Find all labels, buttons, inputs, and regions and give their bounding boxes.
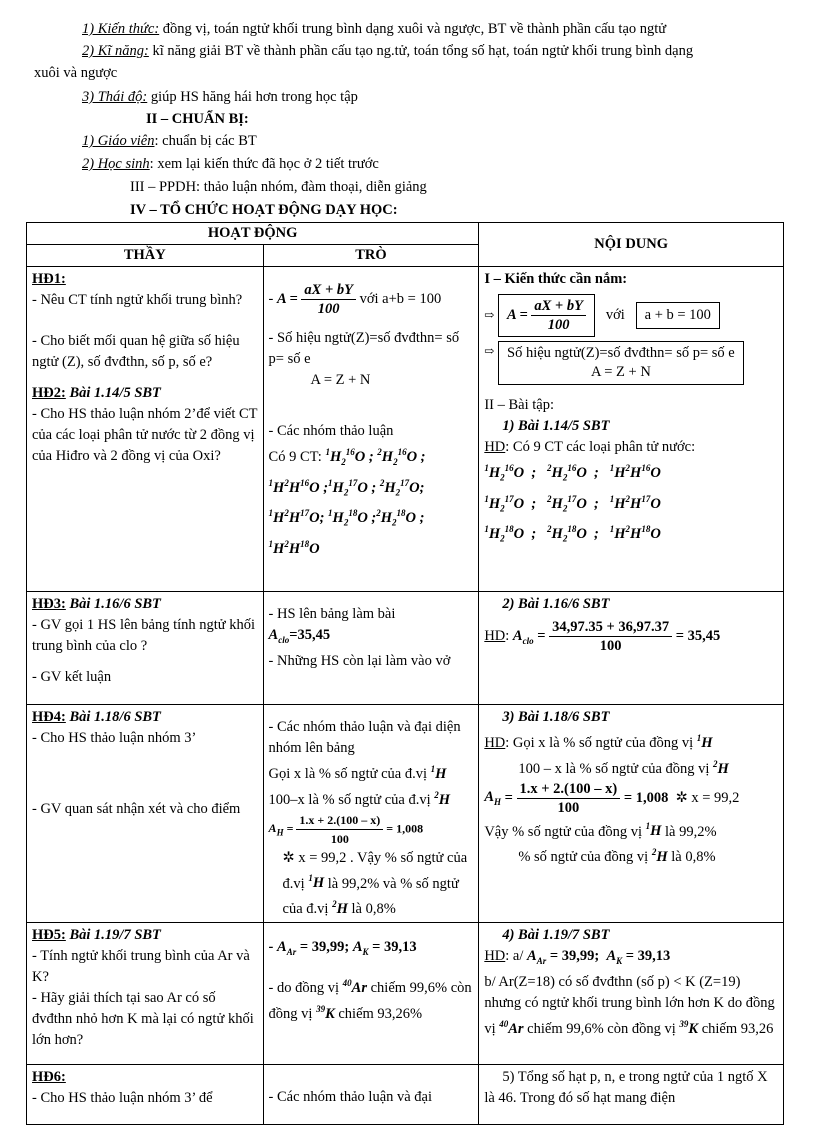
nd-ex2-hd: HD bbox=[484, 627, 506, 644]
hd4-title-line bbox=[32, 707, 258, 728]
nd-ex3-line4: % số ngtử của đồng vị $^2$H là 0,8% bbox=[518, 847, 716, 866]
nd-relation-box bbox=[498, 341, 744, 385]
hd5-student-2a: - do đồng vị bbox=[268, 980, 340, 997]
knowledge-label: 1) Kiến thức: bbox=[82, 21, 160, 37]
hd4-exercise: Bài 1.18/6 SBT bbox=[69, 709, 161, 725]
hd4-student-formula: $A_H$ = $\frac{1.x + 2.(100 - x)}{100}$ = 1,008 bbox=[268, 812, 424, 846]
nd-ex3-title: 3) Bài 1.18/6 SBT bbox=[502, 709, 610, 725]
hd3-teacher-2: - GV kết luận bbox=[32, 669, 112, 685]
hd5-title: HĐ5: bbox=[32, 927, 66, 944]
nd-ex4-b3: chiếm 93,26 bbox=[701, 1021, 774, 1038]
hd5-student-2: - do đồng vị $^{40}$Ar chiếm 99,6% còn đồng vị $^{39}$K chiếm 93,26% bbox=[268, 978, 472, 1022]
hd4-content-cell bbox=[479, 705, 784, 923]
nd-ex1-title: 1) Bài 1.14/5 SBT bbox=[502, 418, 610, 434]
hd5-student-cell bbox=[263, 923, 479, 1065]
hd2-title: HĐ2: bbox=[32, 385, 66, 401]
objective-skill-cont bbox=[34, 64, 117, 82]
hd2-student-molecules-3: $^1H^2H^{17}O$; $^1H_2^{18}O$ $;^2H_2^{18}O$ ; bbox=[268, 508, 425, 529]
nd-ex3-line3: Vậy % số ngtử của đồng vị $^1$H là 99,2% bbox=[484, 821, 717, 840]
nd-ex4-hd: HD bbox=[484, 948, 506, 965]
nd-ex3-text4b: là 0,8% bbox=[671, 849, 716, 866]
nd-ex2-denominator: 100 bbox=[599, 638, 622, 654]
hd4-student-5: là 99,2% và % số ngtử của đ.vị bbox=[282, 875, 459, 918]
prep-student bbox=[82, 155, 379, 173]
nd-formula-numerator: aX + bY bbox=[531, 297, 586, 316]
nd-ex4-a-label: : a/ bbox=[505, 948, 524, 965]
hd3-student-2: - Những HS còn lại làm vào vở bbox=[268, 652, 451, 669]
nd-ex3-formula: $A_H$ = $\frac{1.x + 2.(100 - x)}{100}$ = 1,008 ✲ x = 99,2 bbox=[484, 780, 740, 816]
hd5-ar-value: = 39,99 bbox=[299, 939, 345, 956]
nd-ex4-k: = 39,13 bbox=[625, 948, 671, 965]
hd3-content-cell bbox=[479, 592, 784, 705]
nd-ex4-b2: chiếm 99,6% còn đồng vị bbox=[527, 1021, 676, 1038]
hd4-student-2-line: Gọi x là % số ngtử của đ.vị $^1$H bbox=[268, 764, 447, 782]
hd5-teacher-1: - Tính ngtử khối trung bình của Ar và K? bbox=[32, 948, 250, 986]
formula-denominator: 100 bbox=[317, 301, 340, 317]
hd2-title-line bbox=[32, 383, 258, 404]
nd-ex1-text: : Có 9 CT các loại phân tử nước: bbox=[505, 439, 696, 455]
hd3-student-cell bbox=[263, 592, 479, 705]
table-row bbox=[27, 592, 784, 705]
nd-ex1-mol-3: $^1H_2^{18}O$ ; $^2H_2^{18}O$ ; $^1H^2H^{18}O$ bbox=[484, 524, 661, 545]
hd1-student-relation: - Số hiệu ngtử(Z)=số đvđthn= số p= số e bbox=[268, 330, 460, 367]
hd4-tro-denominator: 100 bbox=[330, 831, 349, 846]
attitude-label: 3) Thái độ: bbox=[82, 89, 148, 105]
hd3-exercise: Bài 1.16/6 SBT bbox=[69, 596, 161, 612]
table-row bbox=[27, 1065, 784, 1125]
nd-ex1-hint bbox=[484, 437, 778, 458]
nd-ex3-x: x = 99,2 bbox=[691, 789, 740, 806]
nd-formula-line bbox=[484, 294, 778, 337]
hd1-hd2-content-cell bbox=[479, 267, 784, 592]
hd2-student-molecules-2: $^1H^2H^{16}O$ $;^1H_2^{17}O$ ; $^2H_2^{17}O$; bbox=[268, 477, 425, 498]
hd4-student-cell bbox=[263, 705, 479, 923]
nd-relation-1: Số hiệu ngtử(Z)=số đvđthn= số p= số e bbox=[507, 345, 735, 361]
teacher-text: : chuẩn bị các BT bbox=[154, 133, 257, 149]
hd5-teacher-cell bbox=[27, 923, 264, 1065]
hd5-content-cell bbox=[479, 923, 784, 1065]
section-preparation: II – CHUẨN BỊ: bbox=[146, 111, 249, 127]
nd-ex1-mol-1: $^1H_2^{16}O$ ; $^2H_2^{16}O$ ; $^1H^2H^{16}O$ bbox=[484, 463, 661, 483]
hd4-tro-result: = 1,008 bbox=[386, 820, 424, 835]
hd5-title-line bbox=[32, 925, 258, 946]
nd-avg-symbol: A = bbox=[507, 307, 528, 323]
nd-relation-line bbox=[484, 341, 778, 385]
avg-symbol: A = bbox=[277, 291, 298, 307]
nd-ex4-a: HD: a/ $A_{Ar} = 39,99$; $A_K = 39,13$ bbox=[484, 948, 671, 967]
nd-ex3-result: = 1,008 bbox=[623, 789, 669, 806]
nd-ex2-numerator: 34,97.35 + 36,97.37 bbox=[549, 618, 672, 637]
nd-ex3-text3b: là 99,2% bbox=[665, 823, 717, 840]
hd1-student-relation-2: A = Z + N bbox=[310, 372, 371, 388]
table-row bbox=[27, 705, 784, 923]
hd4-title: HĐ4: bbox=[32, 709, 66, 725]
nd-ex2-formula: HD: $A_{clo}$ = $\frac{34,97.35 + 36,97.37}{100}$ = 35,45 bbox=[484, 619, 721, 654]
nd-ex1-hd: HD bbox=[484, 439, 506, 455]
hd2-student-1: - Các nhóm thảo luận bbox=[268, 423, 394, 439]
hd4-teacher-2: - GV quan sát nhận xét và cho điểm bbox=[32, 801, 241, 817]
hd3-value: =35,45 bbox=[289, 627, 331, 643]
formula-numerator: aX + bY bbox=[301, 281, 356, 300]
nd-condition-box: a + b = 100 bbox=[636, 302, 720, 329]
nd-ex2-result: = 35,45 bbox=[675, 627, 721, 644]
hd2-student-count: Có 9 CT: bbox=[268, 448, 322, 465]
hd2-exercise: Bài 1.14/5 SBT bbox=[69, 385, 161, 401]
hd6-teacher: - Cho HS thảo luận nhóm 3’ để bbox=[32, 1090, 213, 1107]
section-method: III – PPDH: thảo luận nhóm, đàm thoại, diễn giảng bbox=[130, 179, 427, 195]
nd-ex3-text2: 100 – x là % số ngtử của đồng vị bbox=[518, 760, 710, 777]
header-teacher: THẦY bbox=[27, 245, 264, 267]
nd-exercises-title: II – Bài tập: bbox=[484, 397, 554, 413]
hd4-student-6: là 0,8% bbox=[351, 901, 396, 918]
objective-attitude bbox=[82, 88, 358, 106]
skill-text-2: xuôi và ngược bbox=[34, 65, 118, 81]
nd-formula-denominator: 100 bbox=[547, 317, 570, 333]
nd-formula-box bbox=[498, 294, 595, 337]
hd4-student-4-line: ✲ x = 99,2 . Vậy % số ngtử của đ.vị $^1$H là 99,2% và % số ngtử của đ.vị $^2$H là 0,8% bbox=[282, 849, 468, 918]
arrow-icon: ⇨ bbox=[484, 307, 495, 322]
hd4-tro-numerator: 1.x + 2.(100 – x) bbox=[296, 811, 383, 830]
hd1-teacher-q1: - Nêu CT tính ngtử khối trung bình? bbox=[32, 292, 243, 308]
nd-relation-2: A = Z + N bbox=[590, 364, 651, 380]
hd6-student: - Các nhóm thảo luận và đại bbox=[268, 1089, 433, 1106]
nd-ex3-denominator: 100 bbox=[557, 799, 580, 816]
hd3-student-value: $A_{clo}=35,45$ bbox=[268, 627, 331, 645]
hd1-student-formula: - A = $\frac{aX + bY}{100}$ với a+b = 100 bbox=[268, 282, 442, 317]
hd5-teacher-2: - Hãy giải thích tại sao Ar có số đvđthn nhỏ hơn K mà lại có ngtử khối lớn hơn? bbox=[32, 990, 254, 1049]
nd-with: với bbox=[605, 306, 625, 323]
knowledge-text: đồng vị, toán ngtử khối trung bình dạng xuôi và ngược, BT về thành phần cấu tạo ngtử bbox=[159, 21, 667, 37]
hd1-teacher-q2: - Cho biết mối quan hệ giữa số hiệu ngtử (Z), số đvđthn, số p, số e? bbox=[32, 333, 240, 370]
hd3-title: HĐ3: bbox=[32, 596, 66, 612]
hd6-title: HĐ6: bbox=[32, 1069, 66, 1086]
objective-knowledge bbox=[82, 20, 666, 38]
teacher-label: 1) Giáo viên bbox=[82, 133, 155, 149]
objective-skill bbox=[82, 42, 693, 60]
attitude-text: giúp HS hăng hái hơn trong học tập bbox=[147, 89, 358, 105]
hd4-teacher-1: - Cho HS thảo luận nhóm 3’ bbox=[32, 730, 197, 746]
table-row bbox=[27, 267, 784, 592]
hd4-student-3-line: 100–x là % số ngtử của đ.vị $^2$H bbox=[268, 789, 451, 808]
section-organization: IV – TỔ CHỨC HOẠT ĐỘNG DẠY HỌC: bbox=[130, 202, 398, 218]
table-row bbox=[27, 923, 784, 1065]
nd-ex3-hd: HD bbox=[484, 734, 506, 751]
nd-ex4-b: b/ Ar(Z=18) có số đvđthn (số p) < K (Z=19) nhưng có ngtử khối trung bình lớn hơn K do đồng vị $^{40}$Ar chiếm 99,6% còn đồng vị $^{39}$K chiếm 93,26 bbox=[484, 974, 775, 1038]
nd-ex3-line2: 100 – x là % số ngtử của đồng vị $^2$H bbox=[518, 758, 729, 777]
hd3-teacher-cell bbox=[27, 592, 264, 705]
nd-ex2-title: 2) Bài 1.16/6 SBT bbox=[502, 596, 610, 612]
hd2-teacher-q: - Cho HS thảo luận nhóm 2’để viết CT của các loại phân tử nước từ 2 đồng vị của Hiđro và 2 đồng vị của Oxi? bbox=[32, 406, 258, 464]
prep-teacher bbox=[82, 132, 257, 150]
student-label: 2) Học sinh bbox=[82, 156, 150, 172]
hd2-student-molecules-4: $^1H^2H^{18}O$ bbox=[268, 539, 320, 557]
skill-label: 2) Kĩ năng: bbox=[82, 43, 149, 59]
hd1-hd2-teacher-cell bbox=[27, 267, 264, 592]
nd-ex3-text4: % số ngtử của đồng vị bbox=[518, 849, 649, 866]
hd2-student-molecules-1: Có 9 CT: $^1H_2^{16}O$ ; $^2H_2^{16}O$ ; bbox=[268, 447, 426, 467]
hd4-student-4: x = 99,2 . Vậy % số ngtử của đ.vị bbox=[282, 849, 468, 892]
hd1-title: HĐ1: bbox=[32, 271, 66, 287]
hd3-title-line bbox=[32, 594, 258, 615]
nd-ex3-numerator: 1.x + 2.(100 – x) bbox=[517, 780, 621, 799]
formula-condition: với a+b = 100 bbox=[359, 290, 442, 307]
nd-ex3-text1: : Gọi x là % số ngtử của đồng vị bbox=[505, 734, 694, 751]
nd-ex4-ar: = 39,99 bbox=[549, 948, 595, 965]
hd5-exercise: Bài 1.19/7 SBT bbox=[69, 927, 161, 944]
hd5-k-value: = 39,13 bbox=[372, 939, 417, 956]
hd5-student-1: - $A_{Ar} = 39,99$; $A_K = 39,13$ bbox=[268, 939, 417, 958]
hd1-hd2-student-cell bbox=[263, 267, 479, 592]
nd-ex3-line1: HD: Gọi x là % số ngtử của đồng vị $^1$H bbox=[484, 733, 713, 751]
hd6-teacher-cell bbox=[27, 1065, 264, 1125]
hd3-student-1: - HS lên bảng làm bài bbox=[268, 606, 396, 622]
arrow-icon: ⇨ bbox=[484, 344, 495, 358]
hd5-student-2c: chiếm 93,26% bbox=[338, 1005, 423, 1022]
header-content: NỘI DUNG bbox=[479, 223, 784, 267]
student-text: : xem lại kiến thức đã học ở 2 tiết trước bbox=[149, 156, 379, 172]
skill-text-1: kĩ năng giải BT về thành phần cấu tạo ng.tử, toán tổng số hạt, toán ngtử khối trung bình dạng bbox=[148, 43, 694, 59]
hd6-content-cell bbox=[479, 1065, 784, 1125]
lesson-table bbox=[26, 222, 784, 1125]
nd-ex4-b-text: b/ Ar(Z=18) có số đvđthn (số p) < K (Z=19) nhưng có ngtử khối trung bình lớn hơn K do đồng vị bbox=[484, 974, 775, 1038]
hd5-student-2b: chiếm 99,6% còn đồng vị bbox=[268, 980, 472, 1022]
hd4-student-1: - Các nhóm thảo luận và đại diện nhóm lên bảng bbox=[268, 719, 461, 756]
hd3-teacher-1: - GV gọi 1 HS lên bảng tính ngtử khối trung bình của clo ? bbox=[32, 617, 256, 654]
hd4-student-2: Gọi x là % số ngtử của đ.vị bbox=[268, 765, 428, 782]
header-activity: HOẠT ĐỘNG bbox=[27, 223, 479, 245]
nd-ex5: 5) Tổng số hạt p, n, e trong ngtử của 1 ngtố X là 46. Trong đó số hạt mang điện bbox=[484, 1069, 768, 1107]
nd-ex3-text3: Vậy % số ngtử của đồng vị bbox=[484, 823, 642, 840]
hd6-student-cell bbox=[263, 1065, 479, 1125]
hd4-teacher-cell bbox=[27, 705, 264, 923]
nd-ex4-title: 4) Bài 1.19/7 SBT bbox=[502, 927, 610, 944]
header-student: TRÒ bbox=[263, 245, 479, 267]
nd-knowledge-title: I – Kiến thức cần nắm: bbox=[484, 271, 628, 287]
hd4-student-3: 100–x là % số ngtử của đ.vị bbox=[268, 791, 431, 808]
nd-ex1-mol-2: $^1H_2^{17}O$ ; $^2H_2^{17}O$ ; $^1H^2H^{17}O$ bbox=[484, 493, 661, 514]
